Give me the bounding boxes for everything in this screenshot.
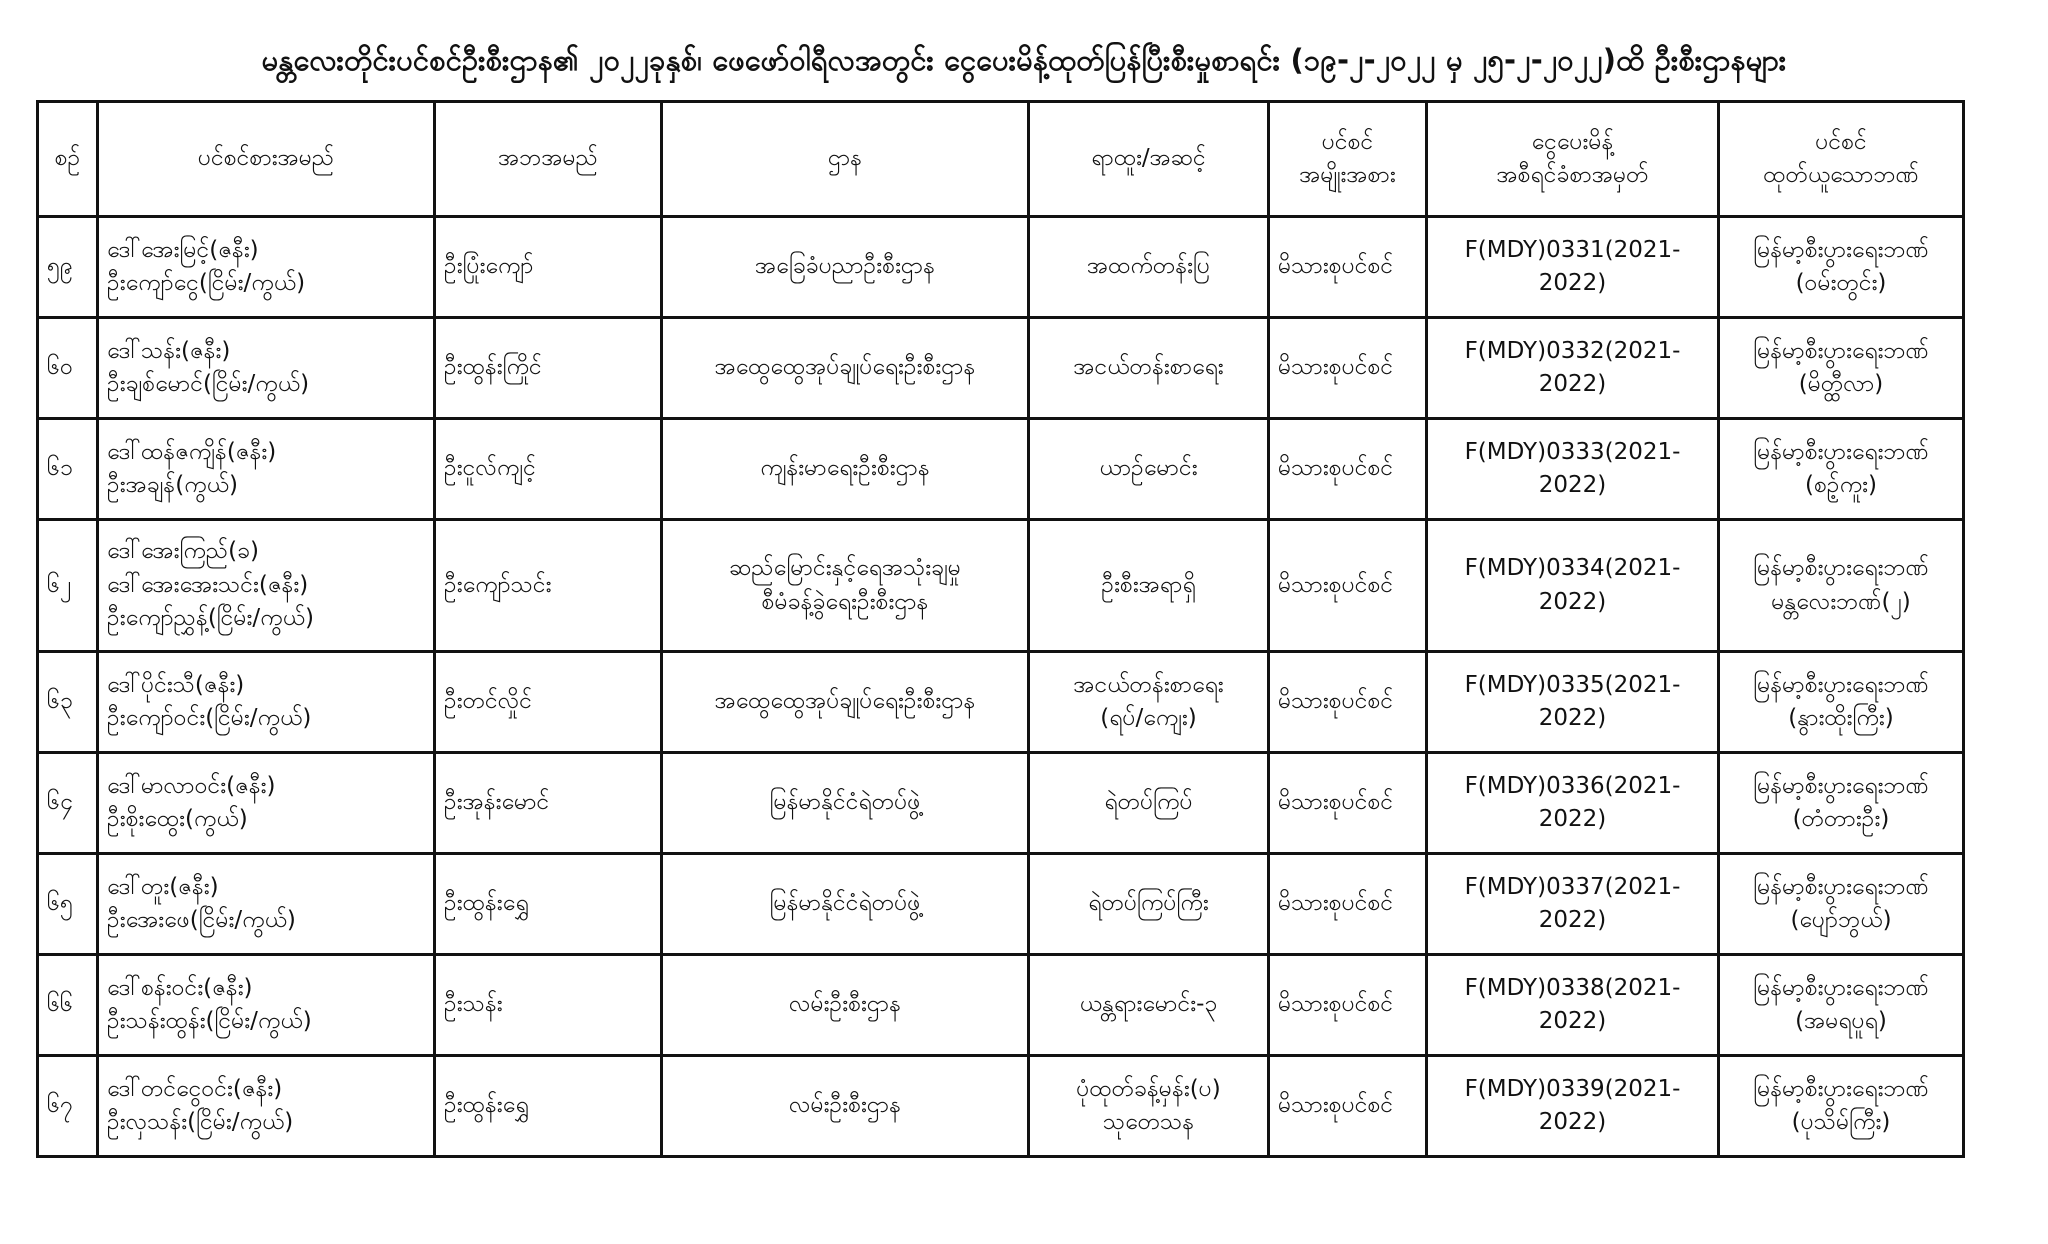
header-no: စဉ် (38, 102, 98, 217)
payment-order-no: F(MDY)0339(2021-2022) (1427, 1056, 1719, 1157)
table-row (38, 217, 1964, 318)
father-name: ဦးကျော်သင်း (435, 520, 662, 652)
row-no: ၆၀ (38, 318, 98, 419)
rank (1029, 217, 1269, 318)
department-line: လမ်းဦးစီးဌာန (788, 1092, 902, 1119)
bank-line: မြန်မာ့စီးပွားရေးဘဏ် (1753, 974, 1929, 1001)
name-line: ဒေါ်ပိုင်းသီ(ဇနီး) (107, 671, 245, 698)
father-name: ဦးထွန်းကြိုင် (435, 318, 662, 419)
department-line: မြန်မာနိုင်ငံရဲတပ်ဖွဲ့ (769, 789, 921, 816)
department (662, 1056, 1029, 1157)
name-line: ဒေါ်စန်းဝင်း(ဇနီး) (107, 974, 253, 1001)
bank (1719, 753, 1964, 854)
department-line: စီမံခန့်ခွဲရေးဦးစီးဌာန (761, 588, 929, 615)
payment-order-no: F(MDY)0337(2021-2022) (1427, 854, 1719, 955)
department (662, 955, 1029, 1056)
bank-line: မြန်မာ့စီးပွားရေးဘဏ် (1753, 337, 1929, 364)
bank (1719, 652, 1964, 753)
department-line: အထွေထွေအုပ်ချုပ်ရေးဦးစီးဌာန (714, 354, 976, 381)
payment-order-no: F(MDY)0335(2021-2022) (1427, 652, 1719, 753)
department-line: ဆည်မြောင်းနှင့်ရေအသုံးချမှု (729, 555, 961, 582)
bank-line: (ပျော်ဘွယ်) (1790, 907, 1892, 933)
department-line: မြန်မာနိုင်ငံရဲတပ်ဖွဲ့ (769, 890, 921, 917)
father-name: ဦးပြုံးကျော် (435, 217, 662, 318)
header-pensioner-name: ပင်စင်စားအမည် (98, 102, 435, 217)
pensioner-name (98, 854, 435, 955)
department (662, 217, 1029, 318)
rank-line: ဦးစီးအရာရှိ (1101, 571, 1196, 598)
name-line: ဒေါ်အေးမြင့်(ဇနီး) (107, 236, 259, 263)
payment-order-no: F(MDY)0333(2021-2022) (1427, 419, 1719, 520)
table-row (38, 854, 1964, 955)
row-no: ၅၉ (38, 217, 98, 318)
bank-line: မြန်မာ့စီးပွားရေးဘဏ် (1753, 438, 1929, 465)
row-no: ၆၃ (38, 652, 98, 753)
father-name: ဦးထွန်းရွှေ (435, 1056, 662, 1157)
father-name: ဦးငူလ်ကျင့် (435, 419, 662, 520)
row-no: ၆၄ (38, 753, 98, 854)
pensioner-name (98, 652, 435, 753)
pension-type: မိသားစုပင်စင် (1269, 854, 1427, 955)
rank (1029, 520, 1269, 652)
table-row (38, 955, 1964, 1056)
payment-order-no: F(MDY)0331(2021-2022) (1427, 217, 1719, 318)
rank-line: ယာဉ်မောင်း (1099, 455, 1198, 482)
rank (1029, 1056, 1269, 1157)
rank-line: (ရပ်/ကျေး) (1100, 705, 1197, 731)
department (662, 854, 1029, 955)
bank (1719, 318, 1964, 419)
payment-order-no: F(MDY)0332(2021-2022) (1427, 318, 1719, 419)
bank-line: မြန်မာ့စီးပွားရေးဘဏ် (1753, 555, 1929, 582)
header-father-name: အဘအမည် (435, 102, 662, 217)
row-no: ၆၅ (38, 854, 98, 955)
payment-order-no: F(MDY)0334(2021-2022) (1427, 520, 1719, 652)
pensioner-name (98, 955, 435, 1056)
table-row (38, 419, 1964, 520)
department (662, 520, 1029, 652)
rank (1029, 652, 1269, 753)
table-row (38, 652, 1964, 753)
name-line: ဦးကျော်ညွှန့်(ငြိမ်း/ကွယ်) (107, 605, 314, 632)
name-line: ဒေါ်တင်ငွေဝင်း(ဇနီး) (107, 1075, 283, 1102)
name-line: ဦးအေးဖေ(ငြိမ်း/ကွယ်) (107, 907, 296, 933)
table-row (38, 1056, 1964, 1157)
pensioner-name (98, 520, 435, 652)
name-line: ဦးကျော်ဝင်း(ငြိမ်း/ကွယ်) (107, 705, 312, 731)
header-payment-order-line-1: ငွေပေးမိန့် (1531, 128, 1614, 155)
department (662, 753, 1029, 854)
name-line: ဒေါ်ထန်ဇကျိန်(ဇနီး) (107, 438, 277, 465)
payment-order-no: F(MDY)0336(2021-2022) (1427, 753, 1719, 854)
pension-type: မိသားစုပင်စင် (1269, 1056, 1427, 1157)
header-rank: ရာထူး/အဆင့် (1029, 102, 1269, 217)
name-line: ဒေါ်တူး(ဇနီး) (107, 873, 219, 900)
header-bank-line-2: ထုတ်ယူသောဘဏ် (1763, 162, 1919, 188)
father-name: ဦးအုန်းမောင် (435, 753, 662, 854)
name-line: ဒေါ်အေးကြည်(ခ) (107, 538, 259, 565)
bank (1719, 854, 1964, 955)
department-line: အထွေထွေအုပ်ချုပ်ရေးဦးစီးဌာန (714, 688, 976, 715)
header-bank (1719, 102, 1964, 217)
name-line: ဒေါ်သန်း(ဇနီး) (107, 337, 231, 364)
pension-table (36, 100, 1965, 1158)
pensioner-name (98, 753, 435, 854)
table-row (38, 753, 1964, 854)
pension-type: မိသားစုပင်စင် (1269, 955, 1427, 1056)
pension-type: မိသားစုပင်စင် (1269, 217, 1427, 318)
name-line: ဦးသန်းထွန်း(ငြိမ်း/ကွယ်) (107, 1008, 312, 1034)
department (662, 652, 1029, 753)
rank-line: အထက်တန်းပြ (1087, 253, 1210, 280)
bank-line: မြန်မာ့စီးပွားရေးဘဏ် (1753, 671, 1929, 698)
department-line: လမ်းဦးစီးဌာန (788, 991, 902, 1018)
department-line: ကျန်းမာရေးဦးစီးဌာန (760, 455, 930, 482)
rank-line: ရဲတပ်ကြပ်ကြီး (1088, 890, 1209, 917)
page-title: မန္တလေးတိုင်းပင်စင်ဦးစီးဌာန၏ ၂၀၂၂ခုနှစ်၊ ဖေဖော်ဝါရီလအတွင်း ငွေပေးမိန့်ထုတ်ပြန်ပြီးစီးမှုစာရင်း (၁၉-၂-၂၀၂၂ မှ ၂၅-၂-၂၀၂၂)ထိ ဦးစီးဌာနများ (261, 43, 1787, 77)
bank-line: (မိတ္ထီလာ) (1798, 371, 1884, 397)
bank-line: (နွားထိုးကြီး) (1788, 705, 1894, 731)
row-no: ၆၆ (38, 955, 98, 1056)
department (662, 419, 1029, 520)
header-department: ဌာန (662, 102, 1029, 217)
pension-type: မိသားစုပင်စင် (1269, 419, 1427, 520)
table-body (38, 217, 1964, 1157)
bank-line: မန္တလေးဘဏ်(၂) (1771, 588, 1911, 615)
bank (1719, 1056, 1964, 1157)
bank-line: (ဝမ်းတွင်း) (1795, 270, 1887, 296)
header-payment-order-line-2: အစီရင်ခံစာအမှတ် (1496, 162, 1649, 188)
name-line: ဒေါ်မာလာဝင်း(ဇနီး) (107, 772, 276, 799)
row-no: ၆၂ (38, 520, 98, 652)
bank-line: မြန်မာ့စီးပွားရေးဘဏ် (1753, 772, 1929, 799)
pensioner-name (98, 419, 435, 520)
name-line: ဒေါ်အေးအေးသင်း(ဇနီး) (107, 571, 309, 598)
header-pension-type-line-2: အမျိုးအစား (1299, 162, 1396, 188)
bank-line: မြန်မာ့စီးပွားရေးဘဏ် (1753, 873, 1929, 900)
header-row (38, 102, 1964, 217)
pension-type: မိသားစုပင်စင် (1269, 318, 1427, 419)
pensioner-name (98, 1056, 435, 1157)
bank (1719, 955, 1964, 1056)
bank (1719, 520, 1964, 652)
bank (1719, 217, 1964, 318)
father-name: ဦးတင်လှိုင် (435, 652, 662, 753)
table-row (38, 520, 1964, 652)
rank (1029, 854, 1269, 955)
bank-line: (ပုသိမ်ကြီး) (1791, 1109, 1891, 1135)
name-line: ဦးအချန်(ကွယ်) (107, 472, 238, 498)
department (662, 318, 1029, 419)
row-no: ၆၁ (38, 419, 98, 520)
bank-line: မြန်မာ့စီးပွားရေးဘဏ် (1753, 236, 1929, 263)
rank-line: ယန္တရားမောင်း-၃ (1079, 991, 1218, 1018)
rank-line: သုတေသန (1102, 1109, 1195, 1135)
name-line: ဦးစိုးထွေး(ကွယ်) (107, 806, 248, 832)
bank-line: (အမရပူရ) (1795, 1008, 1887, 1034)
header-pension-type-line-1: ပင်စင် (1321, 128, 1374, 155)
bank-line: (စဥ့်ကူး) (1805, 472, 1877, 498)
rank (1029, 318, 1269, 419)
table-row (38, 318, 1964, 419)
rank (1029, 419, 1269, 520)
rank-line: ပုံထုတ်ခန့်မှန်း(ပ) (1076, 1075, 1221, 1102)
pension-type: မိသားစုပင်စင် (1269, 520, 1427, 652)
father-name: ဦးသန်း (435, 955, 662, 1056)
pension-type: မိသားစုပင်စင် (1269, 652, 1427, 753)
name-line: ဦးလှသန်း(ငြိမ်း/ကွယ်) (107, 1109, 294, 1135)
header-payment-order (1427, 102, 1719, 217)
name-line: ဦးချစ်မောင်(ငြိမ်း/ကွယ်) (107, 371, 310, 397)
father-name: ဦးထွန်းရွှေ (435, 854, 662, 955)
rank (1029, 955, 1269, 1056)
header-bank-line-1: ပင်စင် (1815, 128, 1867, 155)
pensioner-name (98, 217, 435, 318)
bank (1719, 419, 1964, 520)
rank-line: အငယ်တန်းစာရေး (1073, 671, 1224, 698)
name-line: ဦးကျော်ငွေ(ငြိမ်း/ကွယ်) (107, 270, 306, 296)
row-no: ၆၇ (38, 1056, 98, 1157)
department-line: အခြေခံပညာဦးစီးဌာန (754, 253, 936, 280)
bank-line: (တံတားဦး) (1792, 806, 1890, 832)
bank-line: မြန်မာ့စီးပွားရေးဘဏ် (1753, 1075, 1929, 1102)
rank-line: အငယ်တန်းစာရေး (1073, 354, 1224, 381)
rank (1029, 753, 1269, 854)
rank-line: ရဲတပ်ကြပ် (1104, 789, 1193, 816)
pensioner-name (98, 318, 435, 419)
payment-order-no: F(MDY)0338(2021-2022) (1427, 955, 1719, 1056)
pension-type: မိသားစုပင်စင် (1269, 753, 1427, 854)
header-pension-type (1269, 102, 1427, 217)
